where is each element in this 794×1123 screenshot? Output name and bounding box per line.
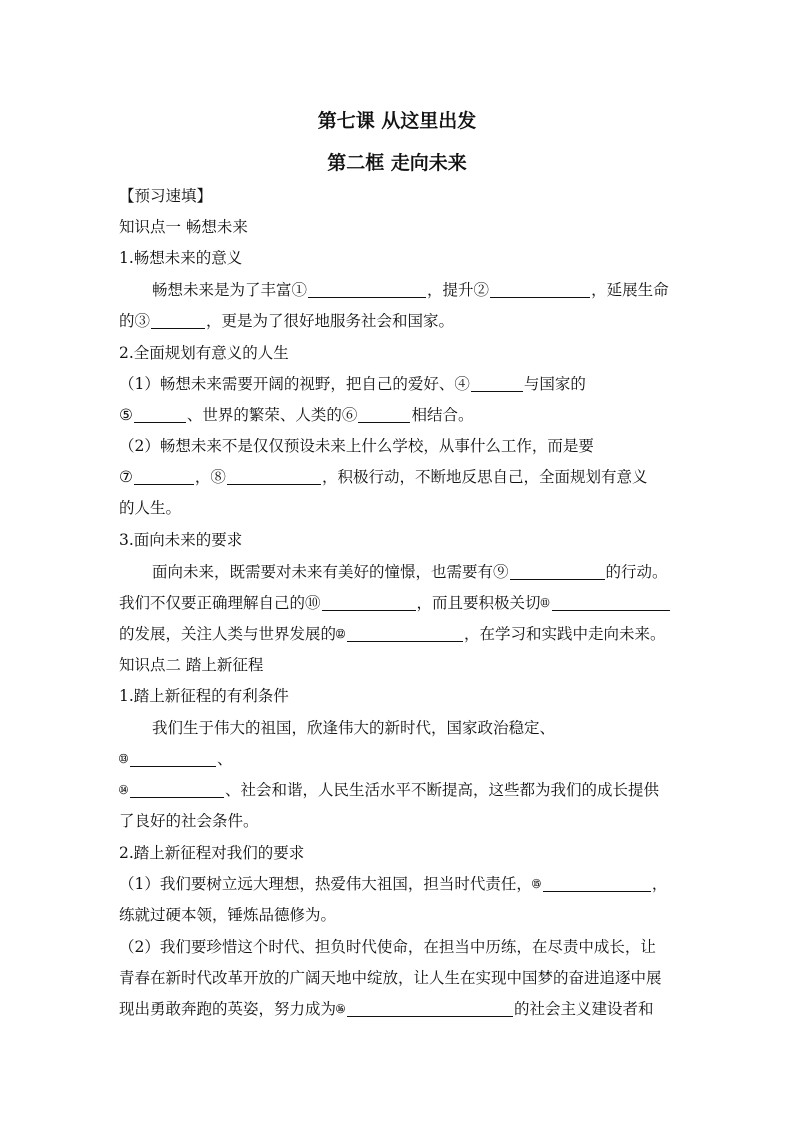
kp2-heading: 知识点二 踏上新征程 [119,656,264,674]
blank-1[interactable] [308,282,426,298]
text: （1）畅想未来需要开阔的视野，把自己的爱好、 [119,375,455,393]
text: ，积极行动，不断地反思自己，全面规划有意义 [321,468,648,486]
kp1-s1-heading: 1.畅想未来的意义 [119,249,243,267]
text: ， [651,875,668,893]
kp1-s2-line4 [119,467,647,487]
text: 、世界的繁荣、人类的 [186,406,342,424]
kp1-s3-heading: 3.面向未来的要求 [119,531,243,549]
blank-14[interactable] [130,782,224,798]
blank-10[interactable] [322,595,416,611]
text: 面向未来，既需要对未来有美好的憧憬，也需要有 [152,563,494,581]
blank-marker-7: ⑦ [119,468,133,486]
kp2-s1-line4: 了良好的社会条件。 [119,812,259,830]
text: ，延展生命 [591,281,669,299]
blank-marker-16: ⑯ [336,1005,346,1015]
blank-marker-14: ⑭ [119,786,129,796]
blank-marker-8: ⑧ [210,468,226,486]
text: 、社会和谐，人民生活水平不断提高，这些都为我们的成长提供 [225,781,660,799]
blank-marker-10: ⑩ [305,594,321,612]
text: 的行动。 [605,563,668,581]
kp2-s1-line3 [119,780,659,801]
blank-6[interactable] [358,407,410,423]
text: 相结合。 [411,406,474,424]
kp2-s2-line4: 青春在新时代改革开放的广阔天地中绽放，让人生在实现中国梦的奋进追逐中展 [119,969,662,987]
kp1-s1-line1 [152,280,669,300]
kp2-s2-line5 [119,999,654,1020]
blank-marker-13: ⑬ [119,755,129,765]
blank-marker-12: ⑫ [336,630,346,640]
kp1-s2-line1 [119,374,586,394]
kp1-s1-line2 [119,311,454,331]
kp1-s2-line3: （2）畅想未来不是仅仅预设未来上什么学校，从事什么工作，而是要 [119,437,594,455]
blank-15[interactable] [543,876,651,892]
kp1-s3-line1 [152,562,668,582]
blank-13[interactable] [130,751,216,767]
blank-3[interactable] [151,313,205,329]
kp1-s2-line2 [119,405,473,425]
text: ， [194,468,211,486]
text: 我们不仅要正确理解自己的 [119,594,306,612]
blank-marker-5: ⑤ [119,406,133,424]
blank-5[interactable] [134,407,186,423]
blank-marker-6: ⑥ [341,406,358,424]
blank-marker-15: ⑮ [531,880,541,890]
text: 的 [119,312,135,330]
text: ，在学习和实践中走向未来。 [464,625,666,643]
kp2-s2-heading: 2.踏上新征程对我们的要求 [119,844,305,862]
blank-12[interactable] [347,626,463,642]
kp2-s2-line1 [119,874,667,895]
kp2-s1-line2 [119,749,233,770]
kp1-s3-line2 [119,593,671,614]
text: （1）我们要树立远大理想，热爱伟大祖国，担当时代责任， [119,875,532,893]
kp1-s2-heading: 2.全面规划有意义的人生 [119,344,289,362]
kp1-s3-line3 [119,624,666,645]
text: 、 [217,750,233,768]
kp2-s2-line3: （2）我们要珍惜这个时代、担负时代使命，在担当中历练，在尽责中成长，让 [119,938,656,956]
kp1-heading: 知识点一 畅想未来 [119,218,248,236]
blank-marker-2: ② [473,281,490,299]
text: 的发展，关注人类与世界发展的 [119,625,337,643]
lesson-title: 第七课 从这里出发 [317,110,477,132]
blank-marker-1: ① [291,281,308,299]
text: 畅想未来是为了丰富 [152,281,292,299]
blank-16[interactable] [347,1001,513,1017]
blank-4[interactable] [471,376,523,392]
blank-8[interactable] [227,469,321,485]
blank-7[interactable] [134,469,194,485]
preview-heading: 【预习速填】 [119,187,213,205]
text: ，提升 [427,281,474,299]
text: 的社会主义建设者和 [514,1000,654,1018]
text: 与国家的 [523,375,586,393]
kp2-s1-heading: 1.踏上新征程的有利条件 [119,687,289,705]
text: ，更是为了很好地服务社会和国家。 [206,312,455,330]
blank-2[interactable] [490,282,590,298]
blank-9[interactable] [510,564,605,580]
text: 现出勇敢奔跑的英姿，努力成为 [119,1000,337,1018]
blank-marker-9: ⑨ [493,563,509,581]
section-title: 第二框 走向未来 [327,152,467,174]
kp2-s1-line1: 我们生于伟大的祖国，欣逢伟大的新时代，国家政治稳定、 [152,719,556,737]
text: ，而且要积极关切 [416,594,541,612]
blank-marker-3: ③ [134,312,151,330]
blank-marker-11: ⑪ [540,599,550,609]
kp2-s2-line2: 练就过硬本领，锤炼品德修为。 [119,906,337,924]
blank-marker-4: ④ [454,375,470,393]
kp1-s2-line5: 的人生。 [119,499,182,517]
blank-11[interactable] [552,595,670,611]
